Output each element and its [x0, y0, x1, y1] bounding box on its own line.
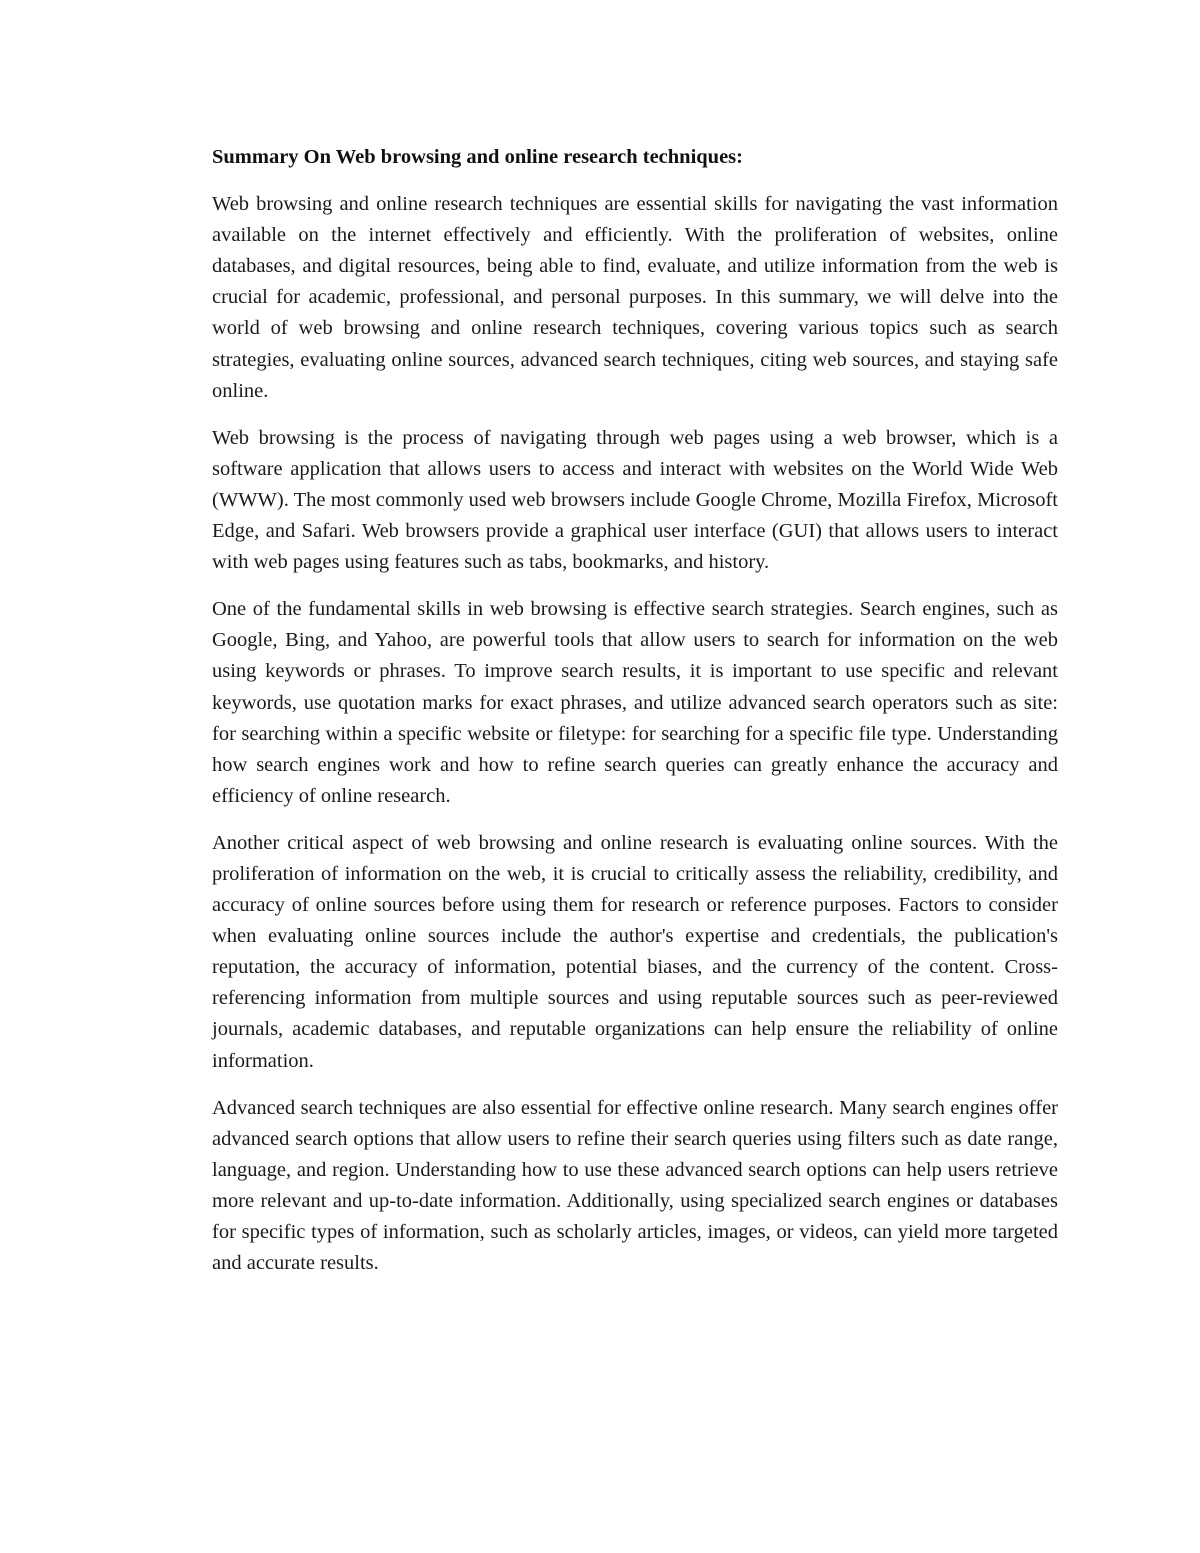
document-title: Summary On Web browsing and online research techniques:: [212, 146, 743, 168]
paragraph-web-browsing: Web browsing is the process of navigating through web pages using a web browser, which is a software application that allows users to access and interact with websites on the World Wide Web (WWW). The most commonly used web browsers include Google Chrome, Mozilla Firefox, Microsoft Edge, and Safari. Web browsers provide a graphical user interface (GUI) that allows users to interact with web pages using features such as tabs, bookmarks, and history.: [212, 426, 1058, 574]
paragraph-advanced-search: Advanced search techniques are also essential for effective online research. Many search engines offer advanced search options that allow users to refine their search queries using filters such as date range, language, and region. Understanding how to use these advanced search options can help users retrieve more relevant and up-to-date information. Additionally, using specialized search engines or databases for specific types of information, such as scholarly articles, images, or videos, can yield more targeted and accurate results.: [212, 1096, 1058, 1275]
paragraph-search-strategies: One of the fundamental skills in web browsing is effective search strategies. Search engines, such as Google, Bing, and Yahoo, are powerful tools that allow users to search for information on the web using keywords or phrases. To improve search results, it is important to use specific and relevant keywords, use quotation marks for exact phrases, and utilize advanced search operators such as site: for searching within a specific website or filetype: for searching for a specific file type. Understanding how search engines work and how to refine search queries can greatly enhance the accuracy and efficiency of online research.: [212, 598, 1058, 807]
document-body: [212, 142, 1058, 1295]
paragraph-intro: Web browsing and online research techniques are essential skills for navigating the vast information available on the internet effectively and efficiently. With the proliferation of websites, online databases, and digital resources, being able to find, evaluate, and utilize information from the web is crucial for academic, professional, and personal purposes. In this summary, we will delve into the world of web browsing and online research techniques, covering various topics such as search strategies, evaluating online sources, advanced search techniques, citing web sources, and staying safe online.: [212, 193, 1058, 402]
paragraph-evaluating-sources: Another critical aspect of web browsing and online research is evaluating online sources. With the proliferation of information on the web, it is crucial to critically assess the reliability, credibility, and accuracy of online sources before using them for research or reference purposes. Factors to consider when evaluating online sources include the author's expertise and credentials, the publication's reputation, the accuracy of information, potential biases, and the currency of the content. Cross-referencing information from multiple sources and using reputable sources such as peer-reviewed journals, academic databases, and reputable organizations can help ensure the reliability of online information.: [212, 831, 1058, 1072]
